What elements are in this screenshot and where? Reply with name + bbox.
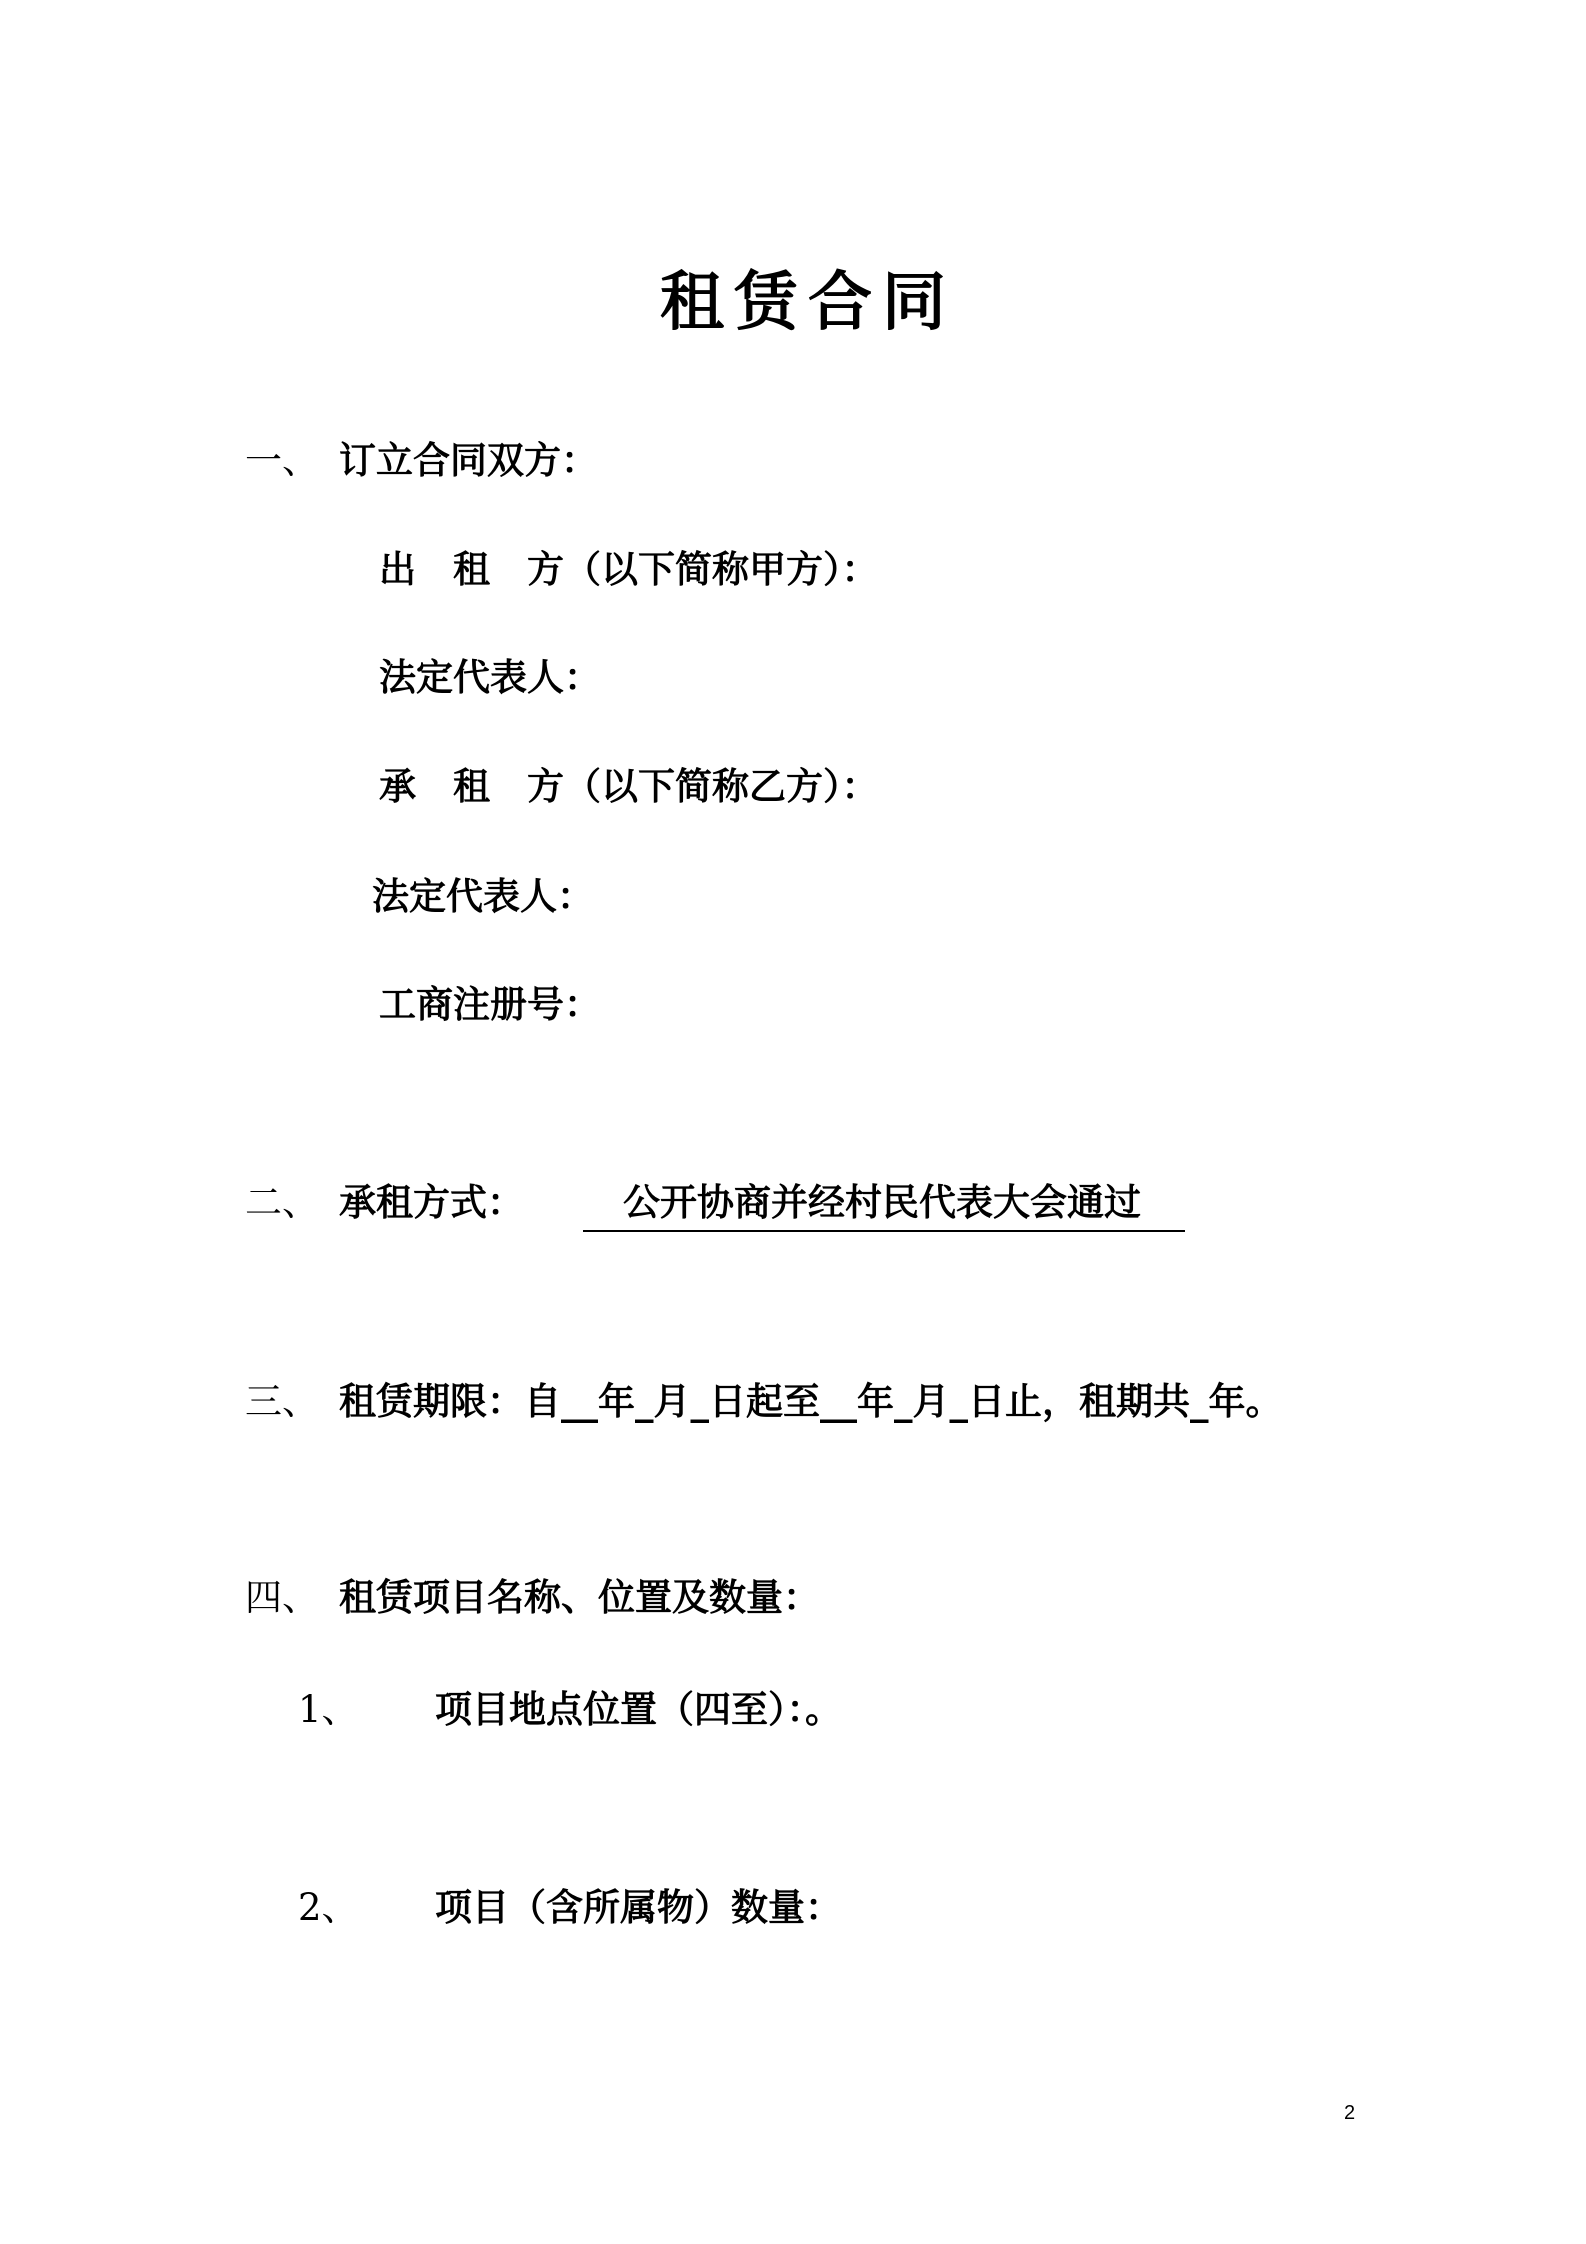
lessor-representative-label: 法定代表人： xyxy=(379,656,601,699)
section-3-marker: 三、 xyxy=(245,1380,319,1423)
lessee-label: 承 租 方（以下简称乙方）： xyxy=(379,765,879,808)
section-1-heading: 订立合同双方： xyxy=(339,439,598,482)
section-4-marker: 四、 xyxy=(245,1576,319,1619)
lessor-label: 出 租 方（以下简称甲方）： xyxy=(379,548,879,591)
page-number: 2 xyxy=(1344,2102,1356,2124)
section-3-heading: 租赁期限：自__年_月_日起至__年_月_日止，租期共_年。 xyxy=(339,1380,1283,1423)
section-2-marker: 二、 xyxy=(245,1181,319,1224)
document-title: 租赁合同 xyxy=(660,266,956,340)
lessee-representative-label: 法定代表人： xyxy=(372,875,594,918)
section-4-heading: 租赁项目名称、位置及数量： xyxy=(339,1576,820,1619)
item-1-text: 项目地点位置（四至）：。 xyxy=(435,1688,842,1731)
section-2-heading: 承租方式： xyxy=(339,1181,524,1224)
business-registration-label: 工商注册号： xyxy=(379,983,601,1026)
item-2-marker: 2、 xyxy=(298,1886,359,1929)
item-2-text: 项目（含所属物）数量： xyxy=(435,1886,842,1929)
section-1-marker: 一、 xyxy=(245,439,319,482)
item-1-marker: 1、 xyxy=(298,1688,359,1731)
lease-method-value: 公开协商并经村民代表大会通过 xyxy=(583,1178,1185,1232)
